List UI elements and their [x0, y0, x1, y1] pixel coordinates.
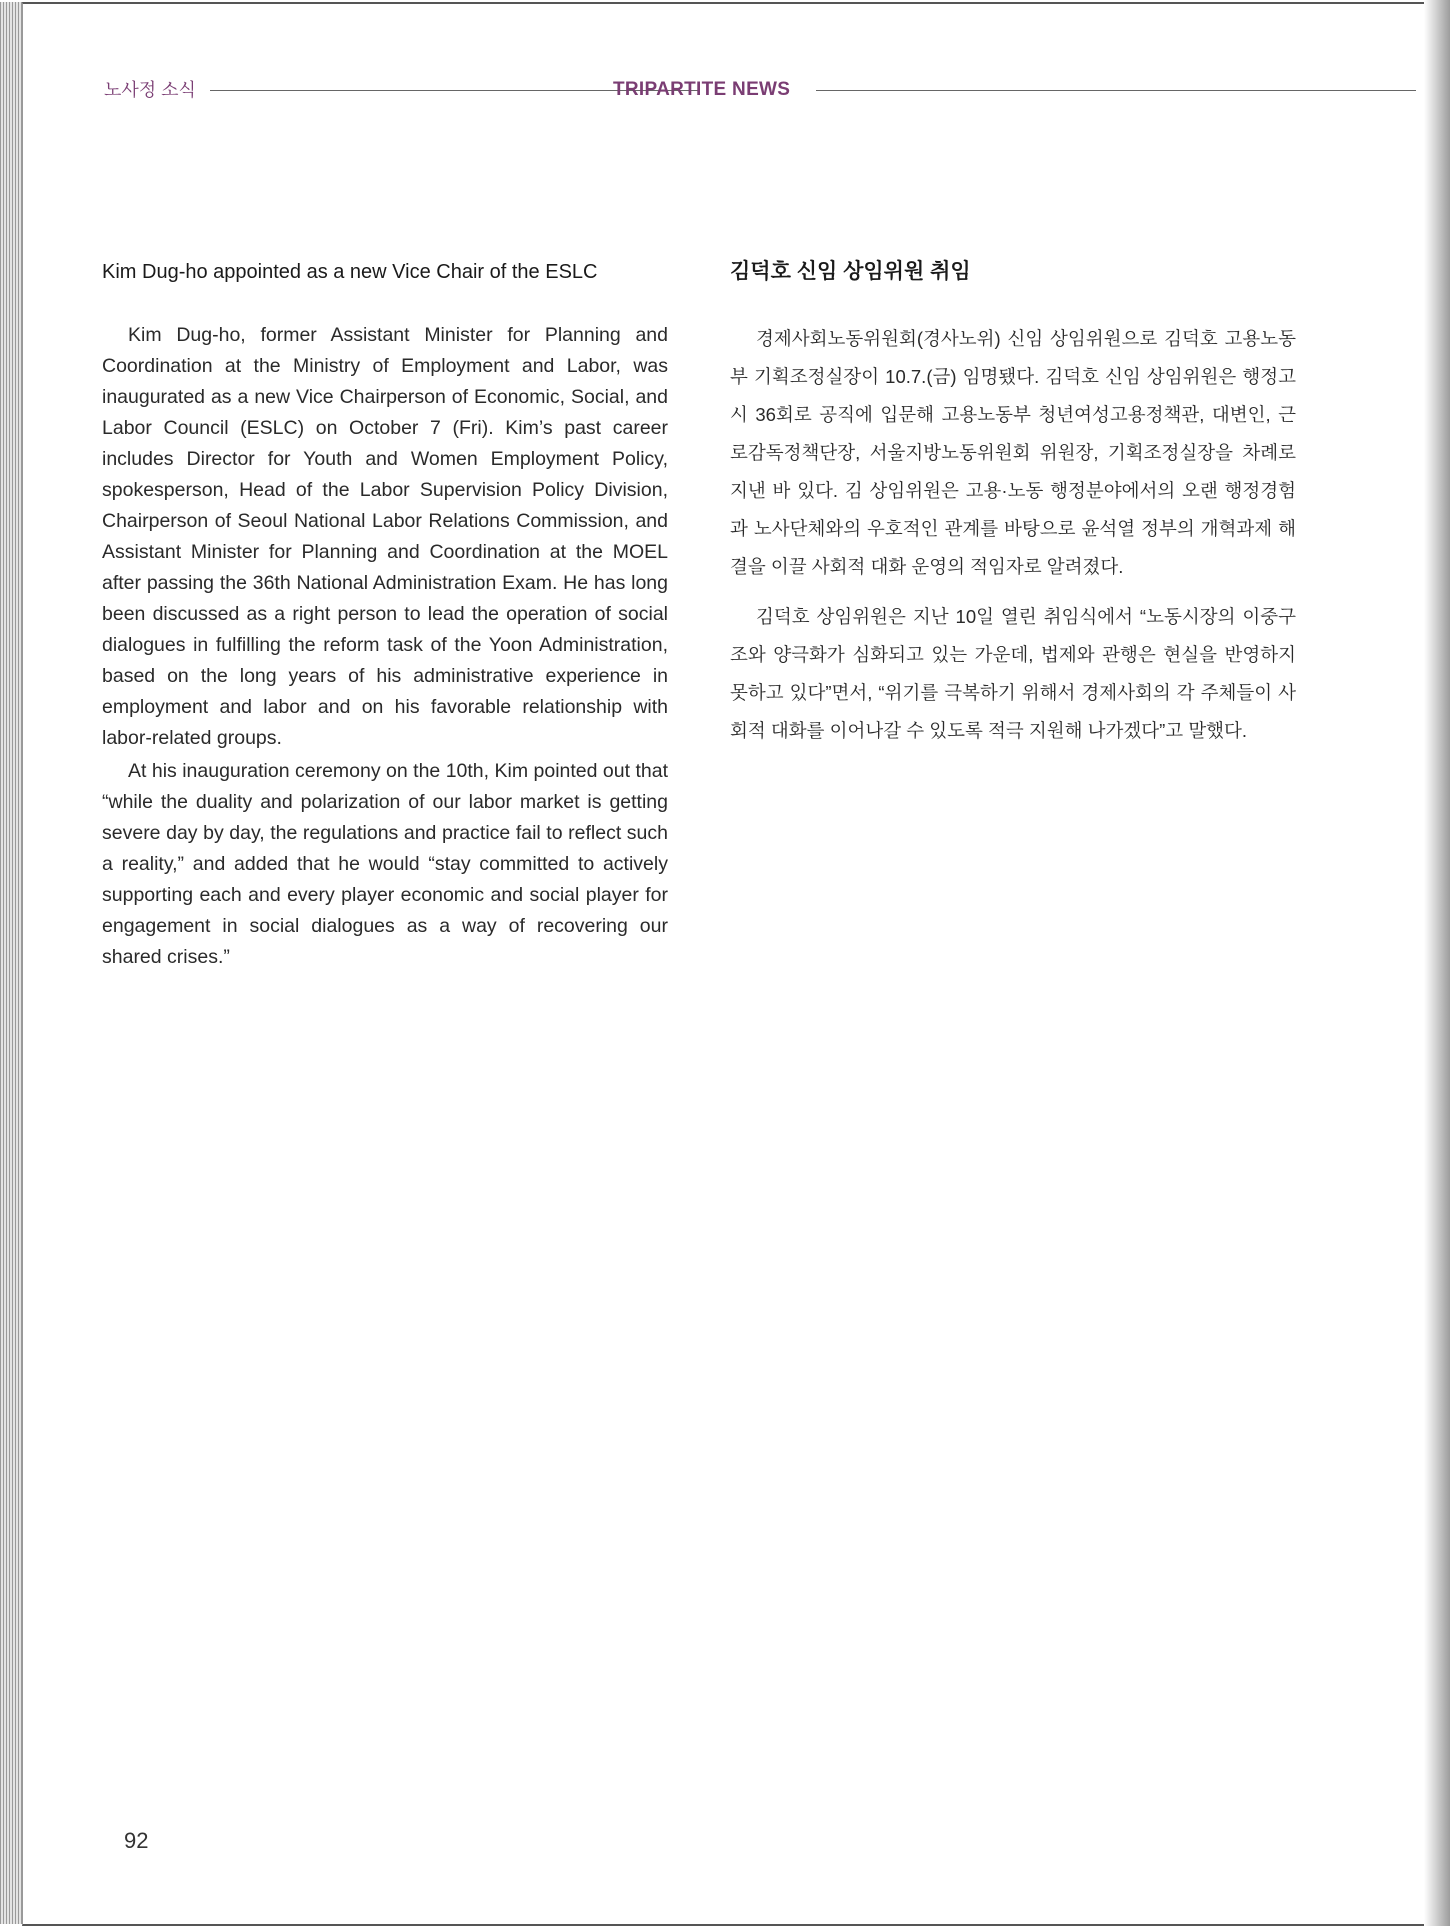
english-column: [102, 258, 668, 975]
page-stack-edge: [0, 2, 23, 1924]
running-header: [104, 78, 1404, 102]
section-label: 노사정 소식: [104, 80, 196, 100]
article-title-english: Kim Dug-ho appointed as a new Vice Chair of the ESLC: [102, 261, 598, 283]
english-paragraph: At his inauguration ceremony on the 10th, Kim pointed out that “while the duality and polarization of our labor market is getting severe day by day, the regulations and practice fail to reflect such a reality,” and added that he would “stay committed to actively supporting each and every player economic and social player for engagement in social dialogues as a way of recovering our shared crises.”: [102, 760, 668, 968]
korean-column: [730, 258, 1296, 762]
english-paragraph: Kim Dug-ho, former Assistant Minister for Planning and Coordination at the Ministry of Employment and Labor, was inaugurated as a new Vice Chairperson of Economic, Social, and Labor Council (ESLC) on October 7 (Fri). Kim’s past career includes Director for Youth and Women Employment Policy, spokesperson, Head of the Labor Supervision Policy Division, Chairperson of Seoul National Labor Relations Commission, and Assistant Minister for Planning and Coordination at the MOEL after passing the 36th National Administration Exam. He has long been discussed as a right person to lead the operation of social dialogues in fulfilling the reform task of the Yoon Administration, based on the long years of his administrative experience in employment and labor and on his favorable relationship with labor-related groups.: [102, 324, 668, 749]
korean-paragraph: 경제사회노동위원회(경사노위) 신임 상임위원으로 김덕호 고용노동부 기획조정실장이 10.7.(금) 임명됐다. 김덕호 신임 상임위원은 행정고시 36회로 공직에 입문해 고용노동부 청년여성고용정책관, 대변인, 근로감독정책단장, 서울지방노동위원회 위원장, 기획조정실장을 차례로 지낸 바 있다. 김 상임위원은 고용·노동 행정분야에서의 오랜 행정경험과 노사단체와의 우호적인 관계를 바탕으로 윤석열 정부의 개혁과제 해결을 이끌 사회적 대화 운영의 적임자로 알려졌다.: [730, 328, 1296, 577]
page-number: 92: [124, 1828, 149, 1853]
page-curl-shadow: [1424, 0, 1450, 1926]
header-rule-right: [816, 90, 1416, 91]
korean-paragraph: 김덕호 상임위원은 지난 10일 열린 취임식에서 “노동시장의 이중구조와 양극화가 심화되고 있는 가운데, 법제와 관행은 현실을 반영하지 못하고 있다”면서, “위기를 극복하기 위해서 경제사회의 각 주체들이 사회적 대화를 이어나갈 수 있도록 적극 지원해 나가겠다”고 말했다.: [730, 606, 1296, 741]
section-title: TRIPARTITE NEWS: [613, 79, 791, 100]
article-title-korean: 김덕호 신임 상임위원 취임: [730, 260, 971, 283]
